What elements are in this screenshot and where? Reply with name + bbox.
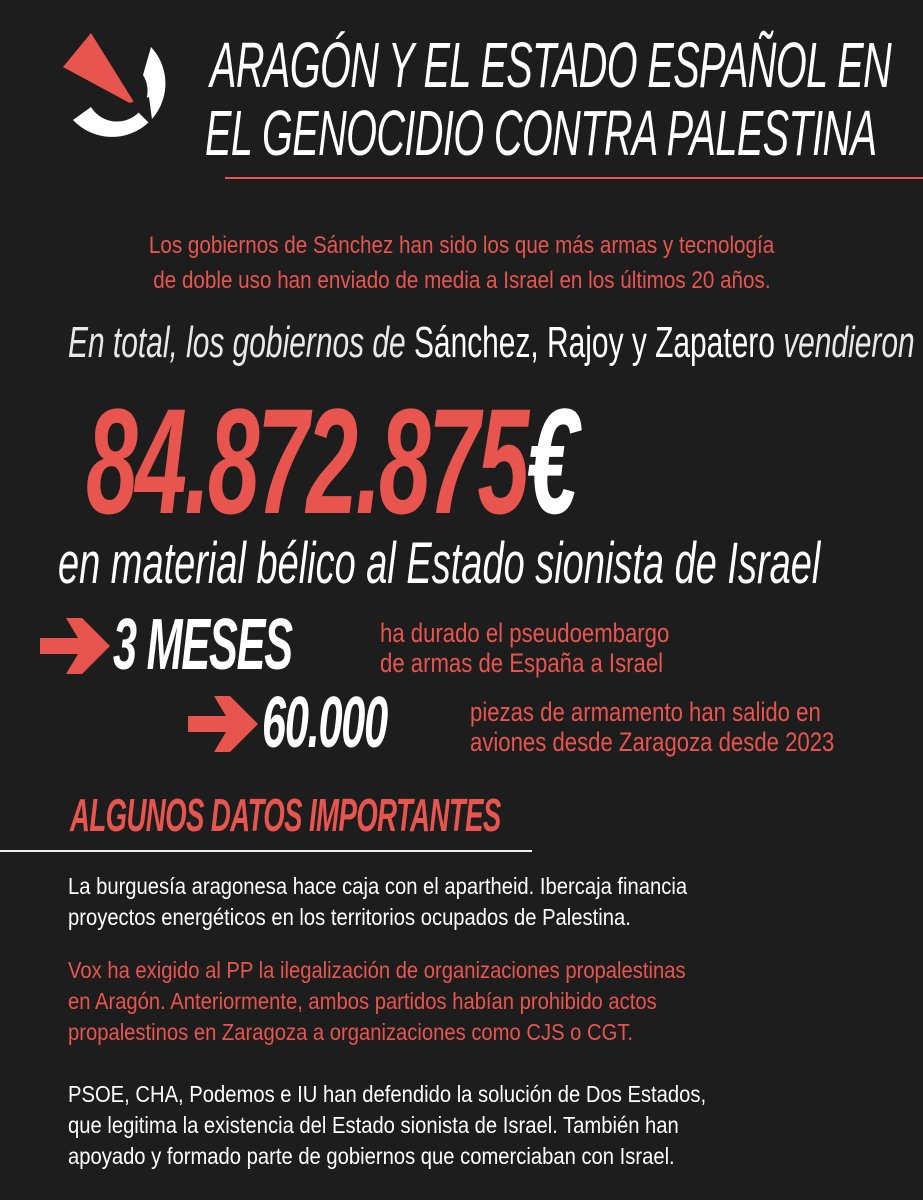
material-text: en material bélico al Estado sionista de Israel (58, 531, 821, 596)
arrow-right-icon (40, 618, 110, 674)
logo-icon (55, 25, 190, 150)
stat-value-pieces: 60.000 (262, 683, 387, 763)
section-divider (0, 850, 532, 852)
intro-text: Los gobiernos de Sánchez han sido los que más armas y tecnología de doble uso han enviado de media a Israel en los últimos 20 años. (148, 232, 775, 294)
arrow-right-icon (188, 696, 258, 752)
stat-value-months: 3 MESES (113, 605, 292, 685)
fact-paragraph: PSOE, CHA, Podemos e IU han defendido la solución de Dos Estados, que legitima la existencia del Estado sionista de Israel. También han apoyado y formado parte de gobiernos que comerciaban con Israel. (68, 1081, 707, 1169)
title-line-1: ARAGÓN Y EL ESTADO ESPAÑOL EN (210, 29, 892, 101)
total-sentence: En total, los gobiernos de Sánchez, Rajoy y Zapatero vendieron (68, 318, 915, 367)
fact-paragraph: La burguesía aragonesa hace caja con el apartheid. Ibercaja financia proyectos energéticos en los territorios ocupados de Palestina. (68, 873, 688, 930)
title-line-2: EL GENOCIDIO CONTRA PALESTINA (205, 97, 877, 169)
fact-paragraph: Vox ha exigido al PP la ilegalización de organizaciones propalestinas en Aragón. Anteriormente, ambos partidos habían prohibido actos propalestinos en Zaragoza a organizaciones como CJS o CGT. (68, 957, 686, 1045)
title-divider (225, 177, 923, 179)
stat-desc-pieces: piezas de armamento han salido en aviones desde Zaragoza desde 2023 (470, 697, 835, 757)
section-heading: ALGUNOS DATOS IMPORTANTES (70, 789, 501, 841)
total-amount: 84.872.875€ (86, 377, 576, 545)
stat-desc-months: ha durado el pseudoembargo de armas de España a Israel (380, 618, 670, 678)
